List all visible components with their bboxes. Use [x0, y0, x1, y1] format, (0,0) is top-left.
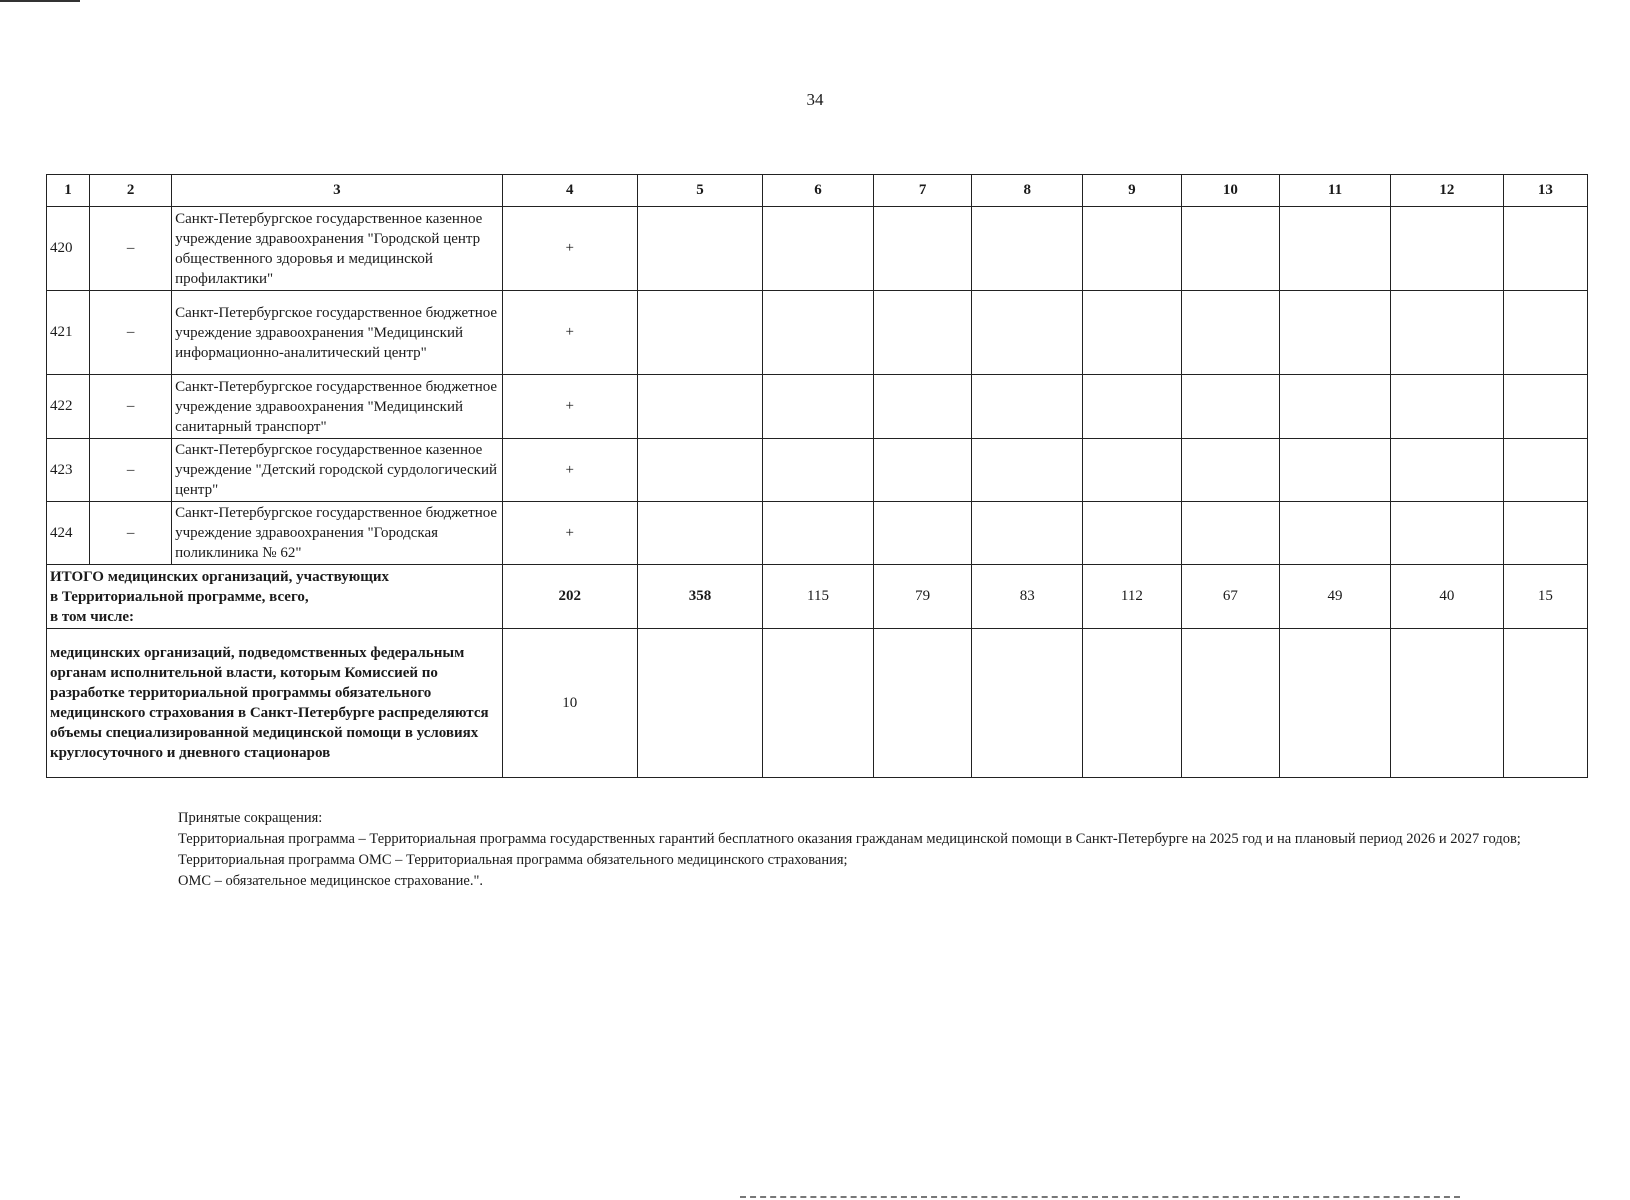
- notes-line: Территориальная программа – Территориальная программа государственных гарантий бесплатного оказания гражданам медицинской помощи в Санкт-Петербурге на 2025 год и на плановый период 2026 и 2027 годов;: [178, 831, 1521, 847]
- total-value: 49: [1280, 565, 1391, 629]
- column-header: 2: [90, 175, 172, 207]
- total-value: 202: [502, 565, 637, 629]
- total-value: 83: [972, 565, 1083, 629]
- participation-mark: +: [502, 439, 637, 502]
- corner-mark: [0, 0, 80, 2]
- notes-line: ОМС – обязательное медицинское страхование.".: [178, 873, 483, 889]
- column-header: 9: [1083, 175, 1181, 207]
- participation-mark: +: [502, 291, 637, 375]
- row-code: –: [90, 502, 172, 565]
- table-row: [47, 439, 1588, 502]
- column-header: 8: [972, 175, 1083, 207]
- column-header: 1: [47, 175, 90, 207]
- organization-name: Санкт-Петербургское государственное бюджетное учреждение здравоохранения "Медицинский санитарный транспорт": [172, 375, 502, 439]
- row-number: 424: [47, 502, 90, 565]
- row-code: –: [90, 207, 172, 291]
- row-number: 420: [47, 207, 90, 291]
- table-header-row: [47, 175, 1588, 207]
- participation-mark: +: [502, 207, 637, 291]
- page-number: 34: [806, 90, 824, 109]
- column-header: 13: [1503, 175, 1587, 207]
- column-header: 11: [1280, 175, 1391, 207]
- column-header: 3: [172, 175, 502, 207]
- table-row: [47, 207, 1588, 291]
- column-header: 12: [1390, 175, 1503, 207]
- total-label-line: в том числе:: [50, 608, 135, 625]
- row-code: –: [90, 291, 172, 375]
- participation-mark: +: [502, 502, 637, 565]
- table-row: [47, 502, 1588, 565]
- organizations-table: [46, 174, 1588, 778]
- table-row: [47, 291, 1588, 375]
- organization-name: Санкт-Петербургское государственное бюджетное учреждение здравоохранения "Городская поликлиника № 62": [172, 502, 502, 565]
- row-code: –: [90, 439, 172, 502]
- row-code: –: [90, 375, 172, 439]
- row-number: 423: [47, 439, 90, 502]
- total-value: 79: [873, 565, 971, 629]
- participation-mark: +: [502, 375, 637, 439]
- total-label: [47, 565, 503, 629]
- column-header: 10: [1181, 175, 1279, 207]
- column-header: 4: [502, 175, 637, 207]
- abbreviations-notes: [110, 808, 1530, 892]
- total-value: 15: [1503, 565, 1587, 629]
- subtotal-label: медицинских организаций, подведомственных федеральным органам исполнительной власти, которым Комиссией по разработке территориальной программы обязательного медицинского страхования в Санкт-Петербурге распределяются объемы специализированной медицинской помощи в условиях круглосуточного и дневного стационаров: [47, 629, 503, 778]
- notes-line: Территориальная программа ОМС – Территориальная программа обязательного медицинского страхования;: [178, 852, 848, 868]
- organization-name: Санкт-Петербургское государственное бюджетное учреждение здравоохранения "Медицинский информационно-аналитический центр": [172, 291, 502, 375]
- total-label-line: ИТОГО медицинских организаций, участвующих: [50, 568, 389, 585]
- total-label-line: в Территориальной программе, всего,: [50, 588, 309, 605]
- subtotal-value: 10: [502, 629, 637, 778]
- table-row: [47, 375, 1588, 439]
- row-number: 422: [47, 375, 90, 439]
- scan-artifact-line: [740, 1196, 1460, 1198]
- column-header: 5: [637, 175, 762, 207]
- total-value: 67: [1181, 565, 1279, 629]
- column-header: 6: [763, 175, 874, 207]
- total-value: 40: [1390, 565, 1503, 629]
- row-number: 421: [47, 291, 90, 375]
- organization-name: Санкт-Петербургское государственное казенное учреждение здравоохранения "Городской центр общественного здоровья и медицинской профилактики": [172, 207, 502, 291]
- total-value: 358: [637, 565, 762, 629]
- total-value: 112: [1083, 565, 1181, 629]
- subtotal-row: [47, 629, 1588, 778]
- notes-heading: Принятые сокращения:: [178, 810, 323, 826]
- column-header: 7: [873, 175, 971, 207]
- total-value: 115: [763, 565, 874, 629]
- organization-name: Санкт-Петербургское государственное казенное учреждение "Детский городской сурдологический центр": [172, 439, 502, 502]
- total-row: [47, 565, 1588, 629]
